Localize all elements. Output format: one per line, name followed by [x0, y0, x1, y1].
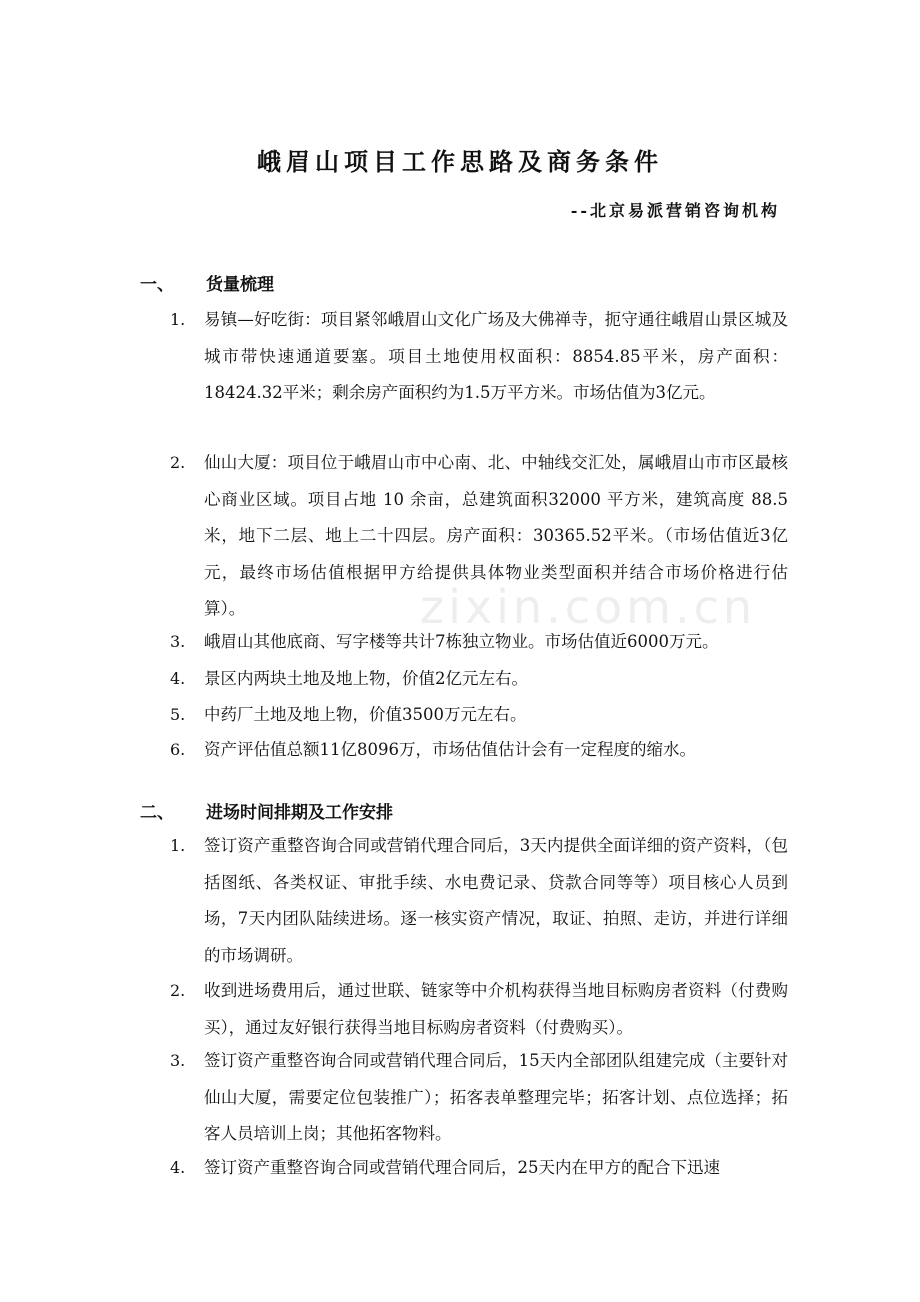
section-title: 进场时间排期及工作安排: [206, 803, 393, 823]
page-subtitle: --北京易派营销咨询机构: [570, 201, 780, 220]
item-text: 签订资产重整咨询合同或营销代理合同后，25天内在甲方的配合下迅速: [204, 1158, 720, 1177]
section-title: 货量梳理: [206, 275, 274, 295]
item-number: 5.: [170, 705, 186, 724]
item-number: 6.: [170, 740, 186, 759]
section-heading: [140, 798, 393, 823]
list-item: [170, 624, 788, 661]
item-text: 易镇—好吃街：项目紧邻峨眉山文化广场及大佛禅寺，扼守通往峨眉山景区城及城市带快速通道要塞。项目土地使用权面积：8854.85平米，房产面积：18424.32平米；剩余房产面积约为1.5万平方米。市场估值为3亿元。: [204, 310, 788, 402]
item-number: 4.: [170, 1158, 186, 1177]
list-item: [170, 1150, 788, 1187]
item-number: 2.: [170, 981, 186, 1000]
list-item: [170, 697, 788, 734]
list-item: [170, 661, 788, 698]
section-heading: [140, 270, 274, 295]
list-item: [170, 302, 788, 412]
item-text: 中药厂土地及地上物，价值3500万元左右。: [204, 705, 527, 724]
item-number: 3.: [170, 1051, 186, 1070]
list-item: [170, 973, 788, 1046]
item-number: 1.: [170, 836, 186, 855]
list-item: [170, 732, 788, 769]
list-item: [170, 1043, 788, 1153]
item-number: 3.: [170, 632, 186, 651]
item-number: 1.: [170, 310, 186, 329]
item-text: 仙山大厦：项目位于峨眉山市中心南、北、中轴线交汇处，属峨眉山市市区最核心商业区域。项目占地 10 余亩，总建筑面积32000 平方米，建筑高度 88.5 米，地下二层、地上二十四层。房产面积：30365.52平米。（市场估值近3亿元，最终市场估值根据甲方给提供具体物业类型面积并结合市场价格进行估算）。: [204, 453, 788, 618]
page-title: 峨眉山项目工作思路及商务条件: [257, 148, 663, 176]
section-number: 一、: [140, 275, 174, 295]
list-item: [170, 828, 788, 974]
section-number: 二、: [140, 803, 174, 823]
item-text: 峨眉山其他底商、写字楼等共计7栋独立物业。市场估值近6000万元。: [204, 632, 719, 651]
item-number: 2.: [170, 453, 186, 472]
item-text: 收到进场费用后，通过世联、链家等中介机构获得当地目标购房者资料（付费购买），通过友好银行获得当地目标购房者资料（付费购买）。: [204, 981, 788, 1037]
watermark: zixin.com.cn: [420, 580, 757, 634]
list-item: [170, 445, 788, 628]
item-text: 签订资产重整咨询合同或营销代理合同后，3天内提供全面详细的资产资料，（包括图纸、各类权证、审批手续、水电费记录、贷款合同等等）项目核心人员到场，7天内团队陆续进场。逐一核实资产情况，取证、拍照、走访，并进行详细的市场调研。: [204, 836, 788, 965]
item-text: 签订资产重整咨询合同或营销代理合同后，15天内全部团队组建完成（主要针对仙山大厦，需要定位包装推广）；拓客表单整理完毕；拓客计划、点位选择；拓客人员培训上岗；其他拓客物料。: [204, 1051, 788, 1143]
item-text: 资产评估值总额11亿8096万，市场估值估计会有一定程度的缩水。: [204, 740, 696, 759]
item-text: 景区内两块土地及地上物，价值2亿元左右。: [204, 669, 528, 688]
item-number: 4.: [170, 669, 186, 688]
